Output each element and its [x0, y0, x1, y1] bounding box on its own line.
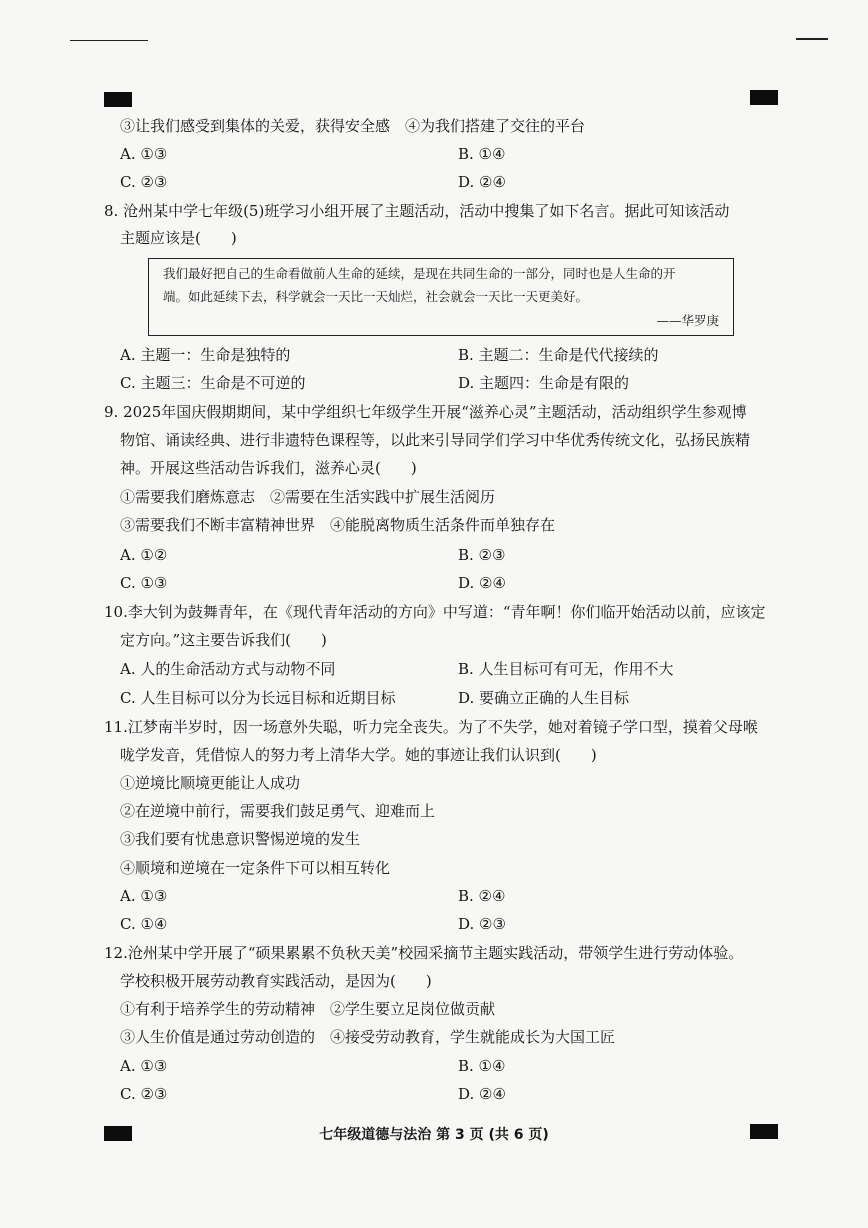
- q7-item-line: ③让我们感受到集体的关爱，获得安全感 ④为我们搭建了交往的平台: [120, 117, 586, 135]
- registration-mark-top-right: [750, 90, 778, 105]
- q7-option-b: B. ①④: [458, 145, 506, 163]
- q8-quote-line2: 端。如此延续下去，科学就会一天比一天灿烂，社会就会一天比一天更美好。: [163, 289, 589, 304]
- q9-stem-line3: 神。开展这些活动告诉我们，滋养心灵( ): [120, 459, 417, 477]
- q9-items-line2: ③需要我们不断丰富精神世界 ④能脱离物质生活条件而单独存在: [120, 516, 556, 534]
- q9-option-c: C. ①③: [120, 574, 168, 592]
- q12-stem-line1: 12.沧州某中学开展了“硕果累累不负秋天美”校园采摘节主题实践活动，带领学生进行劳动体验。: [104, 944, 744, 962]
- q12-option-c: C. ②③: [120, 1085, 168, 1103]
- registration-mark-top-left: [104, 92, 132, 107]
- q10-option-a: A. 人的生命活动方式与动物不同: [120, 660, 336, 678]
- q12-items-line1: ①有利于培养学生的劳动精神 ②学生要立足岗位做贡献: [120, 1000, 496, 1018]
- q11-item-3: ③我们要有忧患意识警惕逆境的发生: [120, 830, 361, 848]
- q7-option-a: A. ①③: [120, 145, 168, 163]
- q11-item-1: ①逆境比顺境更能让人成功: [120, 774, 301, 792]
- q12-option-d: D. ②④: [458, 1085, 506, 1103]
- q10-option-c: C. 人生目标可以分为长远目标和近期目标: [120, 689, 396, 707]
- q9-option-a: A. ①②: [120, 546, 168, 564]
- q10-option-b: B. 人生目标可有可无，作用不大: [458, 660, 674, 678]
- q12-option-a: A. ①③: [120, 1057, 168, 1075]
- q8-option-a: A. 主题一：生命是独特的: [120, 346, 291, 364]
- q8-quote-line1: 我们最好把自己的生命看做前人生命的延续，是现在共同生命的一部分，同时也是人生命的开: [163, 266, 676, 281]
- q8-option-d: D. 主题四：生命是有限的: [458, 374, 630, 392]
- q11-item-2: ②在逆境中前行，需要我们鼓足勇气、迎难而上: [120, 802, 436, 820]
- q11-option-c: C. ①④: [120, 915, 168, 933]
- q7-option-d: D. ②④: [458, 173, 506, 191]
- q11-option-a: A. ①③: [120, 887, 168, 905]
- q12-stem-line2: 学校积极开展劳动教育实践活动，是因为( ): [120, 972, 432, 990]
- q8-option-c: C. 主题三：生命是不可逆的: [120, 374, 306, 392]
- q9-stem-line2: 物馆、诵读经典、进行非遗特色课程等，以此来引导同学们学习中华优秀传统文化，弘扬民族精: [120, 431, 751, 449]
- q10-stem-line1: 10.李大钊为鼓舞青年，在《现代青年活动的方向》中写道：“青年啊！你们临开始活动以前，应该定: [104, 603, 766, 621]
- q12-option-b: B. ①④: [458, 1057, 506, 1075]
- q8-stem-line2: 主题应该是( ): [120, 229, 237, 247]
- q8-quote-box: [148, 258, 734, 336]
- q7-option-c: C. ②③: [120, 173, 168, 191]
- q8-stem-line1: 8. 沧州某中学七年级(5)班学习小组开展了主题活动，活动中搜集了如下名言。据此可知该活动: [104, 202, 730, 220]
- q11-item-4: ④顺境和逆境在一定条件下可以相互转化: [120, 859, 391, 877]
- q9-option-d: D. ②④: [458, 574, 506, 592]
- q10-option-d: D. 要确立正确的人生目标: [458, 689, 630, 707]
- q12-items-line2: ③人生价值是通过劳动创造的 ④接受劳动教育，学生就能成长为大国工匠: [120, 1028, 616, 1046]
- q8-option-b: B. 主题二：生命是代代接续的: [458, 346, 659, 364]
- q11-option-d: D. ②③: [458, 915, 506, 933]
- scan-line-top-right: [796, 38, 828, 40]
- q9-option-b: B. ②③: [458, 546, 506, 564]
- q9-items-line1: ①需要我们磨炼意志 ②需要在生活实践中扩展生活阅历: [120, 488, 496, 506]
- q11-stem-line2: 咙学发音，凭借惊人的努力考上清华大学。她的事迹让我们认识到( ): [120, 746, 597, 764]
- page-footer: 七年级道德与法治 第 3 页 (共 6 页): [319, 1127, 549, 1143]
- q10-stem-line2: 定方向。”这主要告诉我们( ): [120, 631, 327, 649]
- q9-stem-line1: 9. 2025年国庆假期期间，某中学组织七年级学生开展“滋养心灵”主题活动，活动组织学生参观博: [104, 403, 747, 421]
- q8-quote-author: ——华罗庚: [656, 313, 719, 328]
- q11-stem-line1: 11.江梦南半岁时，因一场意外失聪，听力完全丧失。为了不失学，她对着镜子学口型，摸着父母喉: [104, 718, 758, 736]
- scan-line-top-left: [70, 40, 148, 41]
- q11-option-b: B. ②④: [458, 887, 506, 905]
